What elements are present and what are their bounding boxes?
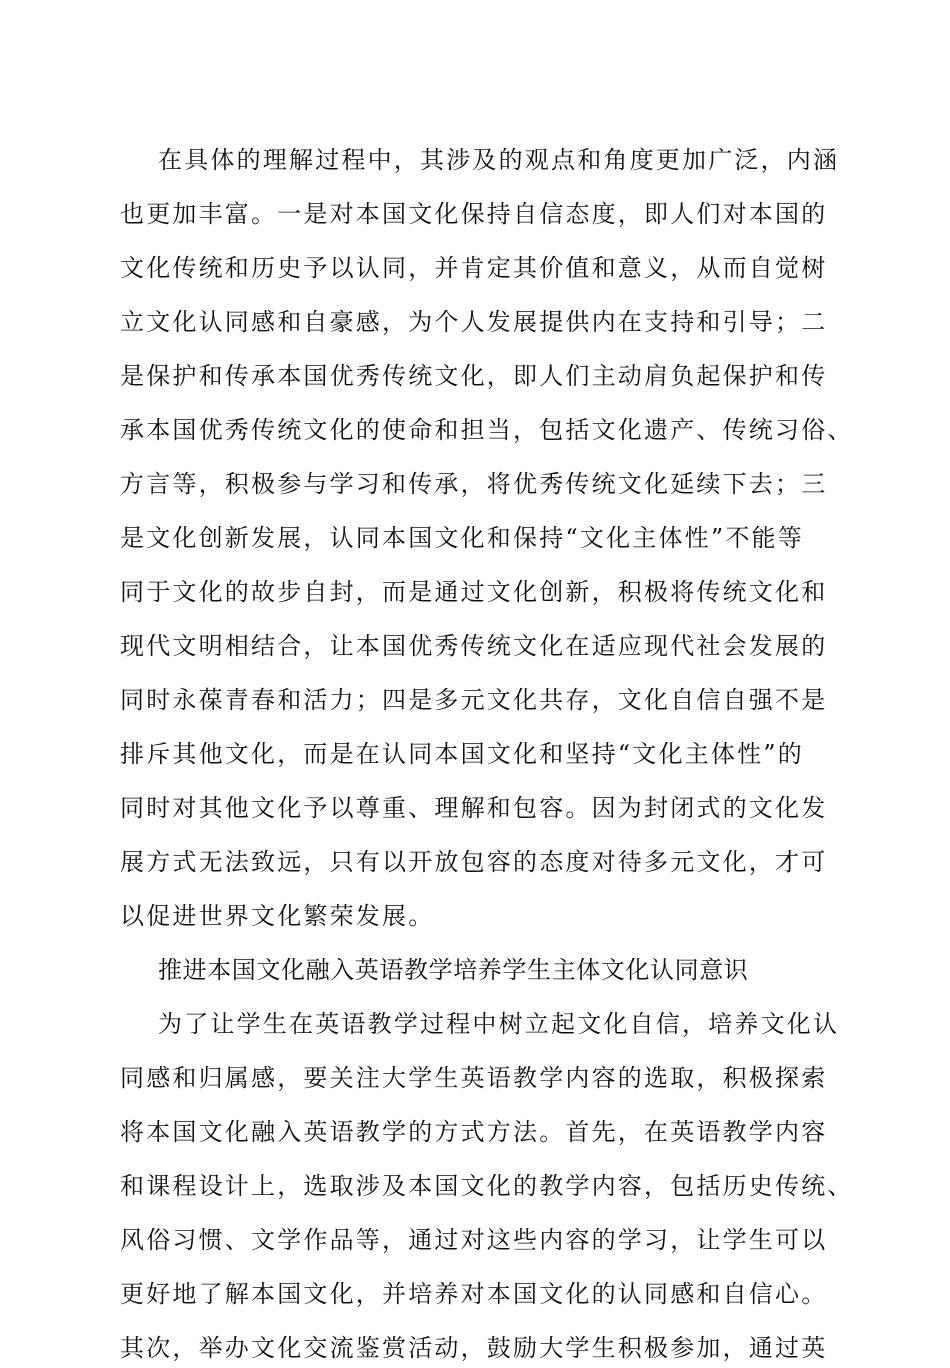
paragraph-2-line-4: 和课程设计上，选取涉及本国文化的教学内容，包括历史传统、: [120, 1172, 854, 1200]
paragraph-2-line-5: 风俗习惯、文学作品等，通过对这些内容的学习，让学生可以: [120, 1226, 828, 1254]
paragraph-1-line-8: 是文化创新发展，认同本国文化和保持“文化主体性”不能等: [120, 524, 804, 552]
paragraph-1-line-12: 排斥其他文化，而是在认同本国文化和坚持“文化主体性”的: [120, 740, 804, 768]
paragraph-1-line-10: 现代文明相结合，让本国优秀传统文化在适应现代社会发展的: [120, 632, 828, 660]
paragraph-1-line-2: 也更加丰富。一是对本国文化保持自信态度，即人们对本国的: [120, 200, 828, 228]
paragraph-2-line-7: 其次，举办文化交流鉴赏活动，鼓励大学生积极参加，通过英: [120, 1334, 828, 1362]
paragraph-1-line-3: 文化传统和历史予以认同，并肯定其价值和意义，从而自觉树: [120, 254, 828, 282]
paragraph-1-line-13: 同时对其他文化予以尊重、理解和包容。因为封闭式的文化发: [120, 794, 828, 822]
paragraph-2-line-3: 将本国文化融入英语教学的方式方法。首先，在英语教学内容: [120, 1118, 828, 1146]
paragraph-1-line-4: 立文化认同感和自豪感，为个人发展提供内在支持和引导；二: [120, 308, 828, 336]
paragraph-2-line-2: 同感和归属感，要关注大学生英语教学内容的选取，积极探索: [120, 1064, 828, 1092]
paragraph-1-line-15: 以促进世界文化繁荣发展。: [120, 902, 435, 930]
paragraph-2-line-1: 为了让学生在英语教学过程中树立起文化自信，培养文化认: [158, 1010, 840, 1038]
paragraph-1-line-6: 承本国优秀传统文化的使命和担当，包括文化遗产、传统习俗、: [120, 416, 854, 444]
paragraph-1-line-1: 在具体的理解过程中，其涉及的观点和角度更加广泛，内涵: [158, 146, 840, 174]
paragraph-1-line-9: 同于文化的故步自封，而是通过文化创新，积极将传统文化和: [120, 578, 828, 606]
section-heading: 推进本国文化融入英语教学培养学生主体文化认同意识: [158, 956, 749, 984]
paragraph-1-line-11: 同时永葆青春和活力；四是多元文化共存，文化自信自强不是: [120, 686, 828, 714]
paragraph-1-line-7: 方言等，积极参与学习和传承，将优秀传统文化延续下去；三: [120, 470, 828, 498]
paragraph-1-line-14: 展方式无法致远，只有以开放包容的态度对待多元文化，才可: [120, 848, 828, 876]
paragraph-2-line-6: 更好地了解本国文化，并培养对本国文化的认同感和自信心。: [120, 1280, 828, 1308]
paragraph-1-line-5: 是保护和传承本国优秀传统文化，即人们主动肩负起保护和传: [120, 362, 828, 390]
